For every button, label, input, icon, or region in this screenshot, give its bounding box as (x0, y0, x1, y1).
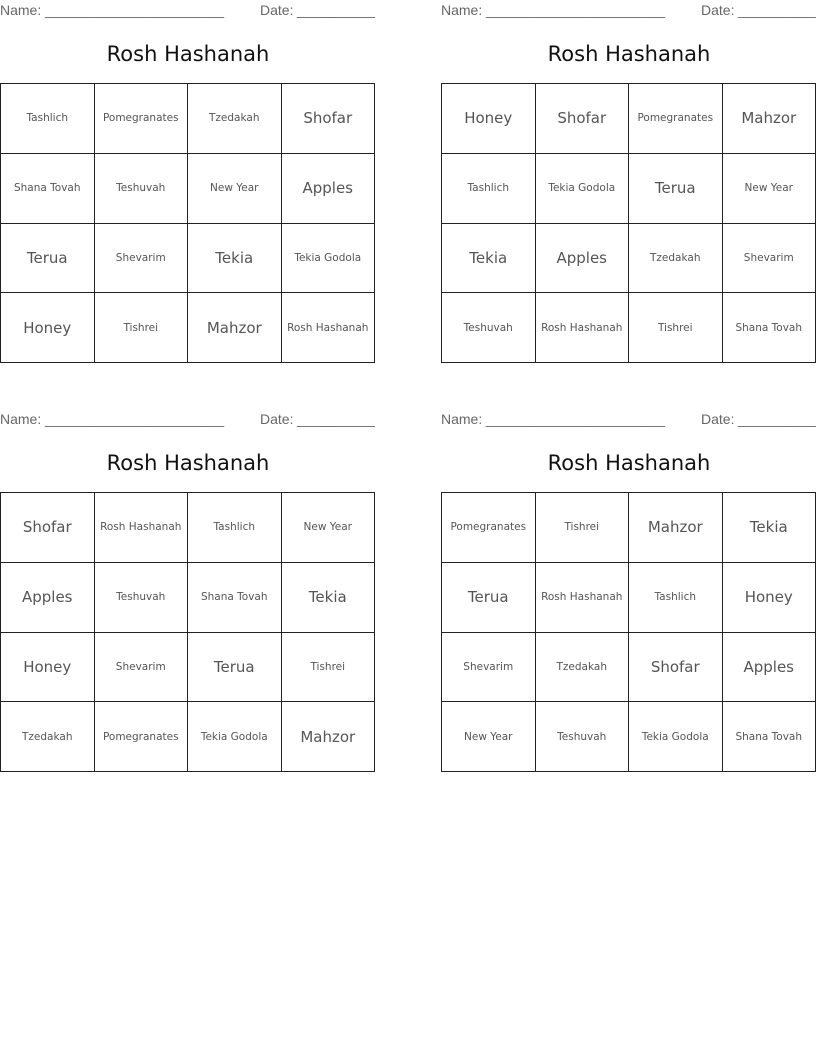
grid-cell: Tekia (188, 224, 282, 294)
card-header (0, 411, 376, 429)
bingo-grid (441, 492, 816, 772)
grid-cell: Tzedakah (1, 702, 95, 772)
grid-cell: Tzedakah (629, 224, 723, 294)
grid-cell: Shevarim (442, 633, 536, 703)
grid-cell: Tashlich (629, 563, 723, 633)
name-label: Name: (441, 2, 483, 18)
bingo-grid (0, 83, 375, 363)
date-field: __________ (297, 2, 375, 18)
grid-cell: Pomegranates (95, 84, 189, 154)
date-field: __________ (738, 411, 816, 427)
grid-cell: Tishrei (282, 633, 376, 703)
grid-cell: Pomegranates (629, 84, 723, 154)
grid-cell: Tekia Godola (188, 702, 282, 772)
grid-cell: New Year (282, 493, 376, 563)
grid-cell: Mahzor (188, 293, 282, 363)
bingo-card (0, 0, 376, 372)
grid-cell: Mahzor (282, 702, 376, 772)
grid-cell: Tashlich (1, 84, 95, 154)
grid-cell: Teshuvah (442, 293, 536, 363)
name-field: _______________________ (45, 2, 225, 18)
grid-cell: Tashlich (188, 493, 282, 563)
card-title: Rosh Hashanah (106, 42, 270, 66)
grid-cell: Shofar (629, 633, 723, 703)
card-header (441, 411, 816, 429)
grid-cell: Shana Tovah (1, 154, 95, 224)
grid-cell: Tekia (442, 224, 536, 294)
grid-cell: Honey (442, 84, 536, 154)
grid-cell: Rosh Hashanah (95, 493, 189, 563)
grid-cell: Tekia Godola (282, 224, 376, 294)
name-field: _______________________ (45, 411, 225, 427)
card-title: Rosh Hashanah (106, 451, 270, 475)
grid-cell: Shana Tovah (723, 702, 816, 772)
grid-cell: Tekia (723, 493, 816, 563)
grid-cell: Shofar (1, 493, 95, 563)
grid-cell: Tashlich (442, 154, 536, 224)
name-label: Name: (441, 411, 483, 427)
grid-cell: Shana Tovah (723, 293, 816, 363)
bingo-card (441, 409, 816, 781)
grid-cell: Terua (188, 633, 282, 703)
bingo-grid (0, 492, 375, 772)
name-label: Name: (0, 2, 42, 18)
date-label: Date: (260, 411, 294, 427)
grid-cell: Terua (629, 154, 723, 224)
card-header (0, 2, 376, 20)
grid-cell: New Year (442, 702, 536, 772)
grid-cell: Tekia Godola (536, 154, 630, 224)
grid-cell: Shana Tovah (188, 563, 282, 633)
bingo-grid (441, 83, 816, 363)
grid-cell: Tishrei (629, 293, 723, 363)
card-title: Rosh Hashanah (547, 42, 711, 66)
bingo-card (441, 0, 816, 372)
grid-cell: Pomegranates (95, 702, 189, 772)
card-title: Rosh Hashanah (547, 451, 711, 475)
grid-cell: Pomegranates (442, 493, 536, 563)
grid-cell: Terua (1, 224, 95, 294)
card-header (441, 2, 816, 20)
bingo-card (0, 409, 376, 781)
grid-cell: Honey (723, 563, 816, 633)
grid-cell: Tishrei (536, 493, 630, 563)
date-field: __________ (738, 2, 816, 18)
grid-cell: Shevarim (95, 224, 189, 294)
grid-cell: Terua (442, 563, 536, 633)
grid-cell: Shofar (282, 84, 376, 154)
grid-cell: Rosh Hashanah (282, 293, 376, 363)
grid-cell: Shofar (536, 84, 630, 154)
grid-cell: Honey (1, 633, 95, 703)
grid-cell: Tekia (282, 563, 376, 633)
grid-cell: Mahzor (629, 493, 723, 563)
grid-cell: Rosh Hashanah (536, 563, 630, 633)
grid-cell: Mahzor (723, 84, 816, 154)
grid-cell: Apples (282, 154, 376, 224)
name-field: _______________________ (486, 2, 666, 18)
grid-cell: Tzedakah (188, 84, 282, 154)
grid-cell: Shevarim (95, 633, 189, 703)
grid-cell: Teshuvah (95, 154, 189, 224)
grid-cell: Tishrei (95, 293, 189, 363)
grid-cell: New Year (188, 154, 282, 224)
grid-cell: Teshuvah (536, 702, 630, 772)
grid-cell: Apples (723, 633, 816, 703)
grid-cell: Tzedakah (536, 633, 630, 703)
grid-cell: New Year (723, 154, 816, 224)
grid-cell: Shevarim (723, 224, 816, 294)
name-field: _______________________ (486, 411, 666, 427)
date-label: Date: (701, 411, 735, 427)
date-label: Date: (701, 2, 735, 18)
date-label: Date: (260, 2, 294, 18)
name-label: Name: (0, 411, 42, 427)
grid-cell: Rosh Hashanah (536, 293, 630, 363)
grid-cell: Apples (1, 563, 95, 633)
grid-cell: Tekia Godola (629, 702, 723, 772)
grid-cell: Honey (1, 293, 95, 363)
grid-cell: Teshuvah (95, 563, 189, 633)
grid-cell: Apples (536, 224, 630, 294)
date-field: __________ (297, 411, 375, 427)
